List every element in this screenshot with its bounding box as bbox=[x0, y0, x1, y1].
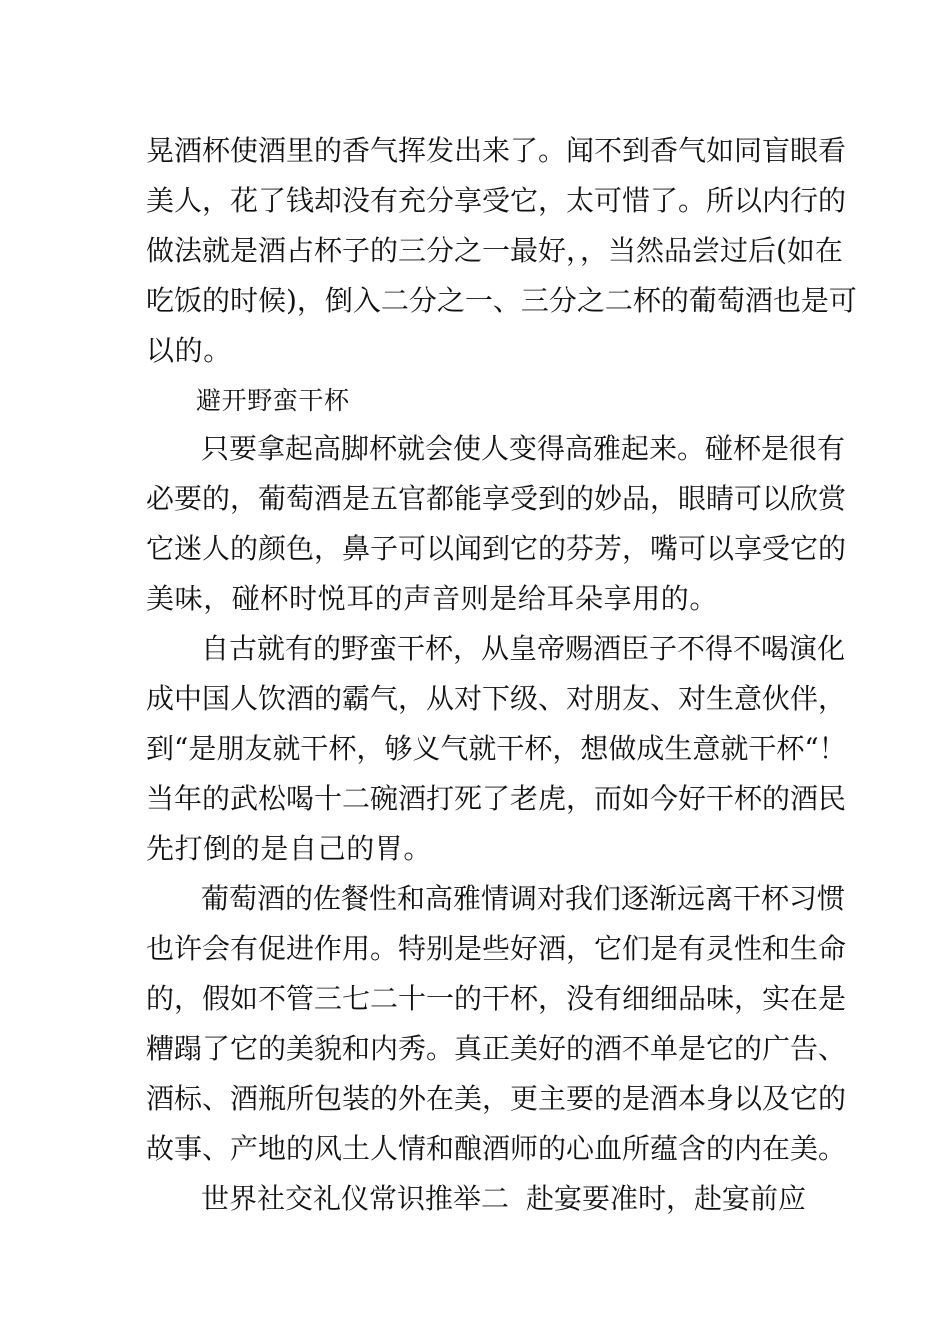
paragraph-line: 晃酒杯使酒里的香气挥发出来了。闻不到香气如同盲眼看 bbox=[146, 134, 847, 167]
paragraph-line: 必要的，葡萄酒是五官都能享受到的妙品，眼睛可以欣赏 bbox=[146, 482, 847, 515]
paragraph-line: 以的。 bbox=[146, 334, 232, 367]
paragraph-line: 做法就是酒占杯子的三分之一最好，，当然品尝过后(如在 bbox=[146, 234, 843, 267]
paragraph-line: 也许会有促进作用。特别是些好酒，它们是有灵性和生命 bbox=[146, 932, 847, 965]
paragraph-line: 自古就有的野蛮干杯，从皇帝赐酒臣子不得不喝演化 bbox=[201, 632, 846, 665]
paragraph-line: 成中国人饮酒的霸气，从对下级、对朋友、对生意伙伴， bbox=[146, 682, 847, 715]
paragraph-line: 美人，花了钱却没有充分享受它，太可惜了。所以内行的 bbox=[146, 184, 847, 217]
paragraph-line: 当年的武松喝十二碗酒打死了老虎，而如今好干杯的酒民 bbox=[146, 782, 847, 815]
section-title: 世界社交礼仪常识推举二 bbox=[201, 1182, 510, 1215]
paragraph-line bbox=[201, 1181, 806, 1217]
section-heading: 避开野蛮干杯 bbox=[196, 386, 350, 415]
paragraph-line: 吃饭的时候)，倒入二分之一、三分之二杯的葡萄酒也是可 bbox=[146, 284, 857, 317]
paragraph-line: 先打倒的是自己的胃。 bbox=[146, 832, 433, 865]
paragraph-line: 只要拿起高脚杯就会使人变得高雅起来。碰杯是很有 bbox=[201, 432, 846, 465]
paragraph-line: 到“是朋友就干杯，够义气就干杯，想做成生意就干杯“！ bbox=[146, 732, 847, 765]
paragraph-line: 美味，碰杯时悦耳的声音则是给耳朵享用的。 bbox=[146, 582, 719, 615]
paragraph-line: 葡萄酒的佐餐性和高雅情调对我们逐渐远离干杯习惯 bbox=[201, 882, 846, 915]
paragraph-line: 故事、产地的风土人情和酿酒师的心血所蕴含的内在美。 bbox=[146, 1132, 847, 1165]
paragraph-line: 的，假如不管三七二十一的干杯，没有细细品味，实在是 bbox=[146, 982, 847, 1015]
paragraph-line: 它迷人的颜色，鼻子可以闻到它的芬芳，嘴可以享受它的 bbox=[146, 532, 847, 565]
paragraph-text: 赴宴要准时，赴宴前应 bbox=[525, 1182, 806, 1215]
paragraph-line: 糟蹋了它的美貌和内秀。真正美好的酒不单是它的广告、 bbox=[146, 1032, 847, 1065]
paragraph-line: 酒标、酒瓶所包装的外在美，更主要的是酒本身以及它的 bbox=[146, 1082, 847, 1115]
